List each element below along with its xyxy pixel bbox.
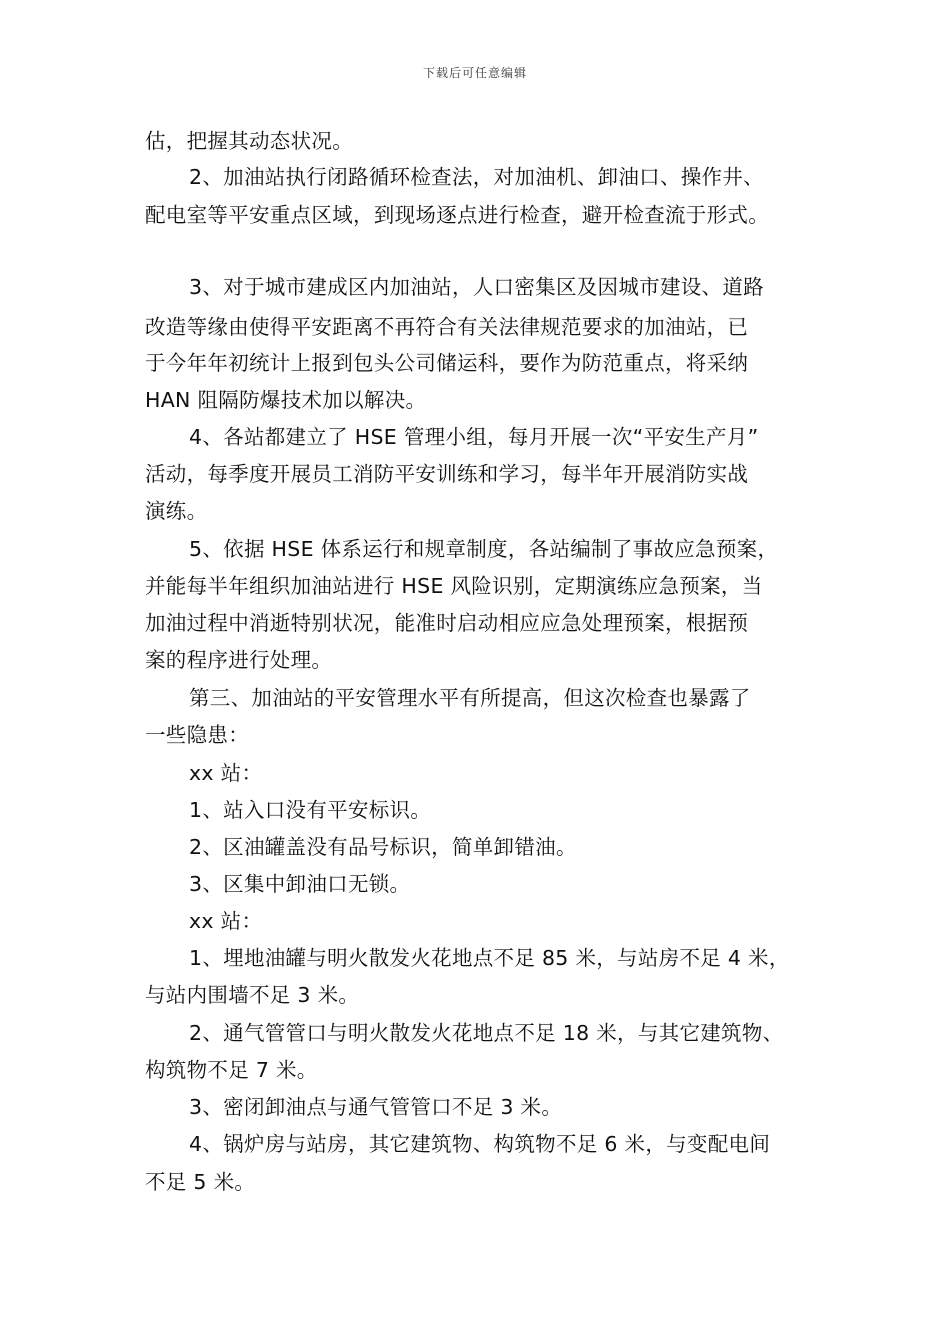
text-line: 3、区集中卸油口无锁。	[189, 872, 411, 896]
text-line: 5、依据 HSE 体系运行和规章制度，各站编制了事故应急预案，	[189, 537, 779, 561]
text-line: 第三、加油站的平安管理水平有所提高，但这次检查也暴露了	[189, 686, 751, 710]
text-line: xx 站：	[189, 761, 263, 785]
text-line: 演练。	[145, 499, 208, 523]
text-line: 3、对于城市建成区内加油站，人口密集区及因城市建设、道路	[189, 275, 764, 299]
text-line: 改造等缘由使得平安距离不再符合有关法律规范要求的加油站，已	[145, 315, 749, 339]
text-line: 2、区油罐盖没有品号标识，简单卸错油。	[189, 835, 577, 859]
text-line: 活动，每季度开展员工消防平安训练和学习，每半年开展消防实战	[145, 462, 749, 486]
text-line: 2、通气管管口与明火散发火花地点不足 18 米，与其它建筑物、	[189, 1021, 784, 1045]
text-line: 不足 5 米。	[145, 1170, 256, 1194]
page-header: 下载后可任意编辑	[422, 66, 527, 80]
text-line: 一些隐患：	[145, 723, 249, 747]
text-line: 3、密闭卸油点与通气管管口不足 3 米。	[189, 1095, 563, 1119]
text-line: HAN 阻隔防爆技术加以解决。	[145, 388, 427, 412]
text-line: 与站内围墙不足 3 米。	[145, 983, 360, 1007]
text-line: 并能每半年组织加油站进行 HSE 风险识别，定期演练应急预案，当	[145, 574, 763, 598]
text-line: 1、埋地油罐与明火散发火花地点不足 85 米，与站房不足 4 米，	[189, 946, 790, 970]
text-line: 估，把握其动态状况。	[145, 129, 353, 153]
text-line: 配电室等平安重点区域，到现场逐点进行检查，避开检查流于形式。	[145, 203, 769, 227]
text-line: 1、站入口没有平安标识。	[189, 798, 432, 822]
text-line: 2、加油站执行闭路循环检查法，对加油机、卸油口、操作井、	[189, 165, 764, 189]
text-line: 于今年年初统计上报到包头公司储运科，要作为防范重点，将采纳	[145, 351, 749, 375]
text-line: 4、锅炉房与站房，其它建筑物、构筑物不足 6 米，与变配电间	[189, 1132, 771, 1156]
text-line: xx 站：	[189, 909, 263, 933]
text-line: 加油过程中消逝特别状况，能准时启动相应应急处理预案，根据预	[145, 611, 749, 635]
text-line: 案的程序进行处理。	[145, 648, 333, 672]
text-line: 4、各站都建立了 HSE 管理小组，每月开展一次“平安生产月”	[189, 425, 759, 449]
text-line: 构筑物不足 7 米。	[145, 1058, 318, 1082]
